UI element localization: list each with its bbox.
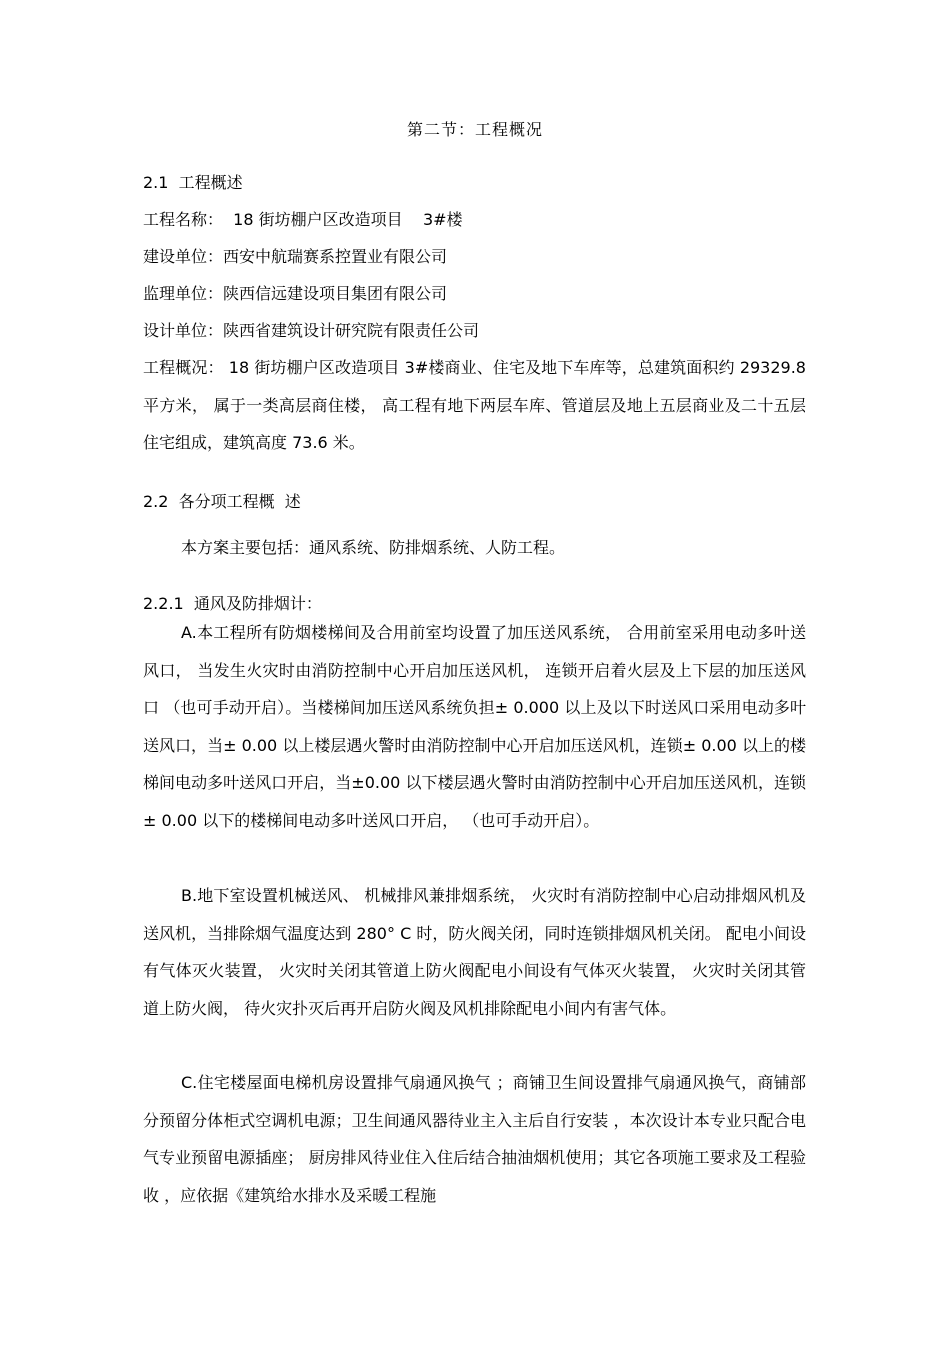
overview-paragraph: 工程概况： 18 街坊棚户区改造项目 3#楼商业、住宅及地下车库等，总建筑面积约 29329.8 平方米， 属于一类高层商住楼， 高工程有地下两层车库、管道层及地上五层商业及二十五层住宅组成，建筑高度 73.6 米。 (143, 358, 806, 453)
paragraph-c: C.住宅楼屋面电梯机房设置排气扇通风换气 ；商铺卫生间设置排气扇通风换气，商铺部分预留分体柜式空调机电源；卫生间通风器待业主入主后自行安装 ，本次设计本专业只配合电气专业预留电源插座； 厨房排风待业住入住后结合抽油烟机使用；其它各项施工要求及工程验收 ，应依据《建筑给水排水及采暖工程施 (143, 1073, 806, 1205)
project-name-line: 工程名称： 18 街坊棚户区改造项目 3#楼 (143, 210, 463, 229)
section-title: 第二节：工程概况 (406, 120, 543, 139)
supervisor-line: 监理单位：陕西信远建设项目集团有限公司 (143, 284, 448, 303)
section-2-2-heading: 2.2 各分项工程概 述 (143, 492, 301, 511)
section-2-2-intro: 本方案主要包括：通风系统、防排烟系统、人防工程。 (181, 538, 566, 557)
paragraph-b: B.地下室设置机械送风、 机械排风兼排烟系统， 火灾时有消防控制中心启动排烟风机及送风机，当排除烟气温度达到 280° C 时，防火阀关闭，同时连锁排烟风机关闭。 配电小间设有气体灭火装置， 火灾时关闭其管道上防火阀配电小间设有气体灭火装置， 火灾时关闭其管道上防火阀， 待火灾扑灭后再开启防火阀及风机排除配电小间内有害气体。 (143, 886, 806, 1018)
section-2-2-1-heading: 2.2.1 通风及防排烟计： (143, 594, 322, 613)
section-2-1-heading: 2.1 工程概述 (143, 173, 243, 192)
paragraph-a: A.本工程所有防烟楼梯间及合用前室均设置了加压送风系统， 合用前室采用电动多叶送风口， 当发生火灾时由消防控制中心开启加压送风机， 连锁开启着火层及上下层的加压送风口 （也可手动开启）。当楼梯间加压送风系统负担± 0.000 以上及以下时送风口采用电动多叶送风口，当± 0.00 以上楼层遇火警时由消防控制中心开启加压送风机，连锁± 0.00 以上的楼梯间电动多叶送风口开启，当±0.00 以下楼层遇火警时由消防控制中心开启加压送风机，连锁± 0.00 以下的楼梯间电动多叶送风口开启， （也可手动开启）。 (143, 623, 806, 830)
designer-line: 设计单位：陕西省建筑设计研究院有限责任公司 (143, 321, 480, 340)
builder-line: 建设单位：西安中航瑞赛系控置业有限公司 (143, 247, 448, 266)
